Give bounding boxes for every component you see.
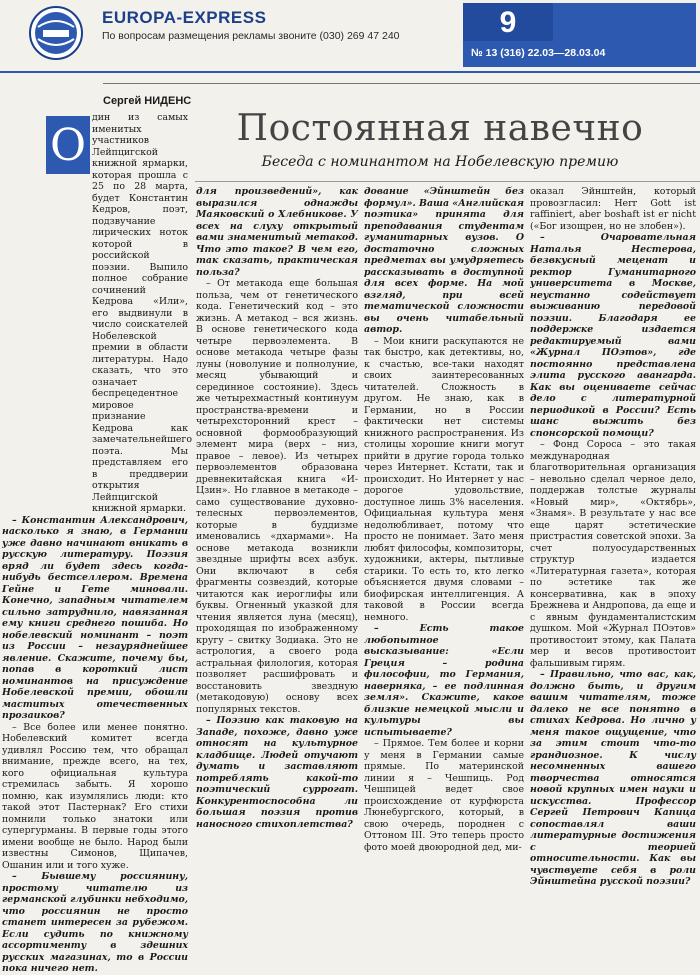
issue-info: № 13 (316) 22.03—28.03.04: [471, 47, 606, 59]
author-divider: [103, 83, 700, 84]
paragraph: – Поэзию как таковую на Западе, похоже, давно уже относят на культурное кладбище. Людей отучают думать и заставляют потреблять какой-то поэтический суррогат. Конкурентоспособна ли большая поэзия против наносного стихоплетства?: [196, 715, 358, 830]
drop-cap: О: [46, 116, 90, 174]
paragraph: – От метакода еще большая польза, чем от генетического кода. Генетический код – это жизнь. А метакод – вся жизнь. В основе генетического кода четыре первоэлемента. В основе метакода четыре фазы луны (новолуние и полнолуние, месяц убывающий и серединное состояние). Здесь же четырехмастный континуум пространства-времени и четырехсторонний крест – основной формообразующий элемент мира (верх – низ, правое – левое). Из четырех первоэлементов образована древнекитайская книга «И-Цзин». Но главное в метакоде – само существование духовно-телесных первоэлементов, которые в буддизме именовались «дхармами». На основе метакода возникли звездные шрифты всех азбук. Они включают в себя фрагменты созвездий, которые читаются как иероглифы или буквы. Огненный указкой для чтения является луна (месяц), проходящая по изображенному кругу – свитку Зодиака. Это не астрология, а своего рода астральная филология, которая позволяет расшифровать и восстановить звездную (метакодовую) основу всех популярных текстов.: [196, 278, 358, 715]
publication-name: EUROPA-EXPRESS: [102, 8, 267, 27]
header-divider: [0, 71, 700, 73]
article-author: Сергей НИДЕНС: [103, 95, 192, 107]
title-divider: [195, 181, 700, 182]
paragraph: – Есть такое любопытное высказывание: «Если Греция – родина философии, то Германия, наверняка, – ее подлинная земля». Скажите, какое близкие немецкой мысли и культуры вы испытываете?: [364, 623, 524, 738]
paragraph: для произведений», как выразился однажды Маяковский о Хлебникове. У всех на слуху открытый вами знаменитый метакод. Что это такое? В чем его, так сказать, практическая польза?: [196, 186, 358, 278]
issue-box: [463, 3, 696, 67]
article-column-2: [196, 186, 358, 830]
paragraph: – Правильно, что вас, как, должно быть, и другим вашим читателям, тоже далеко не все понятно в стихах Кедрова. Но лично у меня такое ощущение, что за этим стоит что-то грандиозное. К числу несомненных вашего творчества относятся новой крупных имен науки и искусства. Профессор Сергей Петрович Капица сопоставлял ваши литературные достижения с теорией относительности. Как вы чувствуете себя в роли Эйнштейна русской поэзии?: [530, 669, 696, 887]
paragraph: – Константин Александрович, насколько я знаю, в Германии уже давно начинают вникать в русскую литературу. Поэзия вряд ли будет здесь когда-нибудь бестселлером. Времена Гейне и Гете миновали. Конечно, западным читателем сильно затруднило, навязанная ему книги среднего пошиба. Но нобелевский номинант – поэт из России – незауряднейшее явление. Скажите, почему бы, попав в короткий лист номинантов на присуждение Нобелевской премии, обошли маститых отечественных прозаиков?: [2, 514, 188, 721]
paragraph: дование «Эйнштейн без формул». Ваша «Английская поэтика» принята для преподавания студентам гуманитарных вузов. О достаточно сложных предметах вы умудряетесь рассказывать в доступной для всех форме. На мой взгляд, при всей тематической сложности вы очень читабельный автор.: [364, 186, 524, 335]
article-column-4: [530, 186, 696, 887]
paragraph: – Очаровательная Наталья Нестерова, безвкусный меценат и ректор Гуманитарного университета в Москве, неустанно содействует выживанию передовой поэзии. Благодаря ее поддержке издается редактируемый вами «Журнал ПОэтов», где постоянно представлена элита русского авангарда. Как вы оцениваете сейчас дело с литературной периодикой в России? Есть шанс выжить без спонсорской помощи?: [530, 232, 696, 439]
article-column-1: [2, 112, 192, 974]
paragraph: – Фонд Сороса – это такая международная благотворительная организация – невольно сделал черное дело, поддержав толстые журналы «Новый мир», «Октябрь», «Знамя». В результате у нас все еще царят эстетические пристрастия советской эпохи. За счет полуосударственных структур издается «Литературная газета», которая по эстетике так же консервативна, как в эпоху Брежнева и Андропова, да еще и с явным фундаменталистским душком. Мой «Журнал ПОэтов» противостоит этому, как Палата мер и весов противостоит фальшивым гирям.: [530, 439, 696, 669]
article-title: Постоянная навечно: [236, 108, 644, 149]
paragraph: – Мои книги раскупаются не так быстро, как детективы, но, к счастью, все-таки находят своих заинтересованных читателей. Сложность в другом. Не знаю, как в Германии, но в России фактически нет системы книжного распространения. Из столицы хорошие книги могут прийти в другие города только через Интернет. Кстати, так и происходит. Но Интернет у нас дорогое удовольствие, доступное лишь 3% населения. Официальная культура меня недолюбливает, потому что просто не понимает. Зато меня любят философы, композиторы, художники, актеры, пытливые старики. То есть то, кто легко объясняется двумя словами – биофирская интеллигенция. А таковой в России всегда немного.: [364, 335, 525, 623]
paragraph: – Прямое. Тем более и корни у меня в Германии самые прямые. По материнской линии я – Чешпиць. Род Чешпицей ведет свое происхождение от курфюрста Люнебургского, который, в свою очередь, породнен с Оттоном III. Это теперь просто фото моей двоюродной дед, ми-: [364, 738, 524, 853]
paragraph: дин из самых именитых участников Лейпцигской книжной ярмарки, которая прошла с 25 по 28 марта, будет Константин Кедров, поэт, подзвучание лирических ноток которой в российской поэзии. Выпило полное собрание сочинений Кедрова «Или», его выдвинули в число соискателей Нобелевской премии в области литературы. Надо сказать, что это означает беспрецедентное мировое признание Кедрова как замечательнейшего поэта. Мы представляем его в преддверии открытия Лейпцигской книжной ярмарки.: [92, 112, 192, 514]
europa-express-logo: [28, 5, 84, 61]
article-subtitle: Беседа с номинантом на Нобелевскую премию: [261, 154, 619, 170]
page-number: 9: [463, 3, 553, 41]
paragraph: – Все более или менее понятно. Нобелевский комитет всегда удивлял Россию тем, что обращал внимание, прежде всего, на тех, кого официальная культура стремилась забыть. Я хорошо помню, как изумлялись люди: кто такой этот Пастернак? Его стихи помнили только знатоки или супергурманы. В первые годы этого имени вообще не было. Народ были известны Симонов, Щипачев, Ошанин или и того хуже.: [2, 721, 188, 871]
paragraph: оказал Эйнштейн, который провозгласил: Herr Gott ist raffiniert, aber boshaft ist er nicht («Бог изощрен, но не злобен»).: [530, 186, 696, 232]
ad-contact: По вопросам размещения рекламы звоните (030) 269 47 240: [102, 30, 400, 42]
paragraph: – Бывшему россиянину, простому читателю из германской глубинки небходимо, что россиянин не просто станет интересен за рубежом. Если судить по книжному ассортименту в здешних русских магазинах, то в России пока ничего нет.: [2, 871, 188, 974]
article-column-3: [364, 186, 525, 853]
